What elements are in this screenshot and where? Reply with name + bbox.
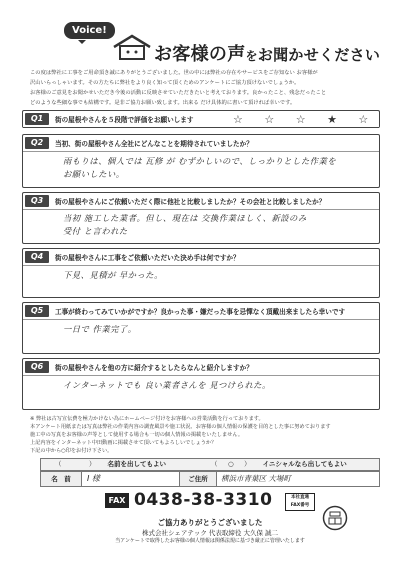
footnote-line: 上記内容をインターネット中田動画に掲載させて頂いてもよろしいでしょうか？ (30, 440, 217, 446)
question-number: Q1 (25, 113, 49, 125)
answer-line: 下見、見積が 早かった。 (63, 270, 163, 280)
fax-tag-line: FAX番号 (290, 503, 310, 508)
question-3 (22, 192, 380, 244)
answer-line: お願いしたい。 (63, 169, 125, 179)
consent-initial-label: イニシャルなら出してもよい (262, 460, 347, 468)
fax-number[interactable]: 0438-38-3310 (134, 490, 273, 510)
name-address-row (40, 471, 380, 487)
page-title (154, 40, 380, 66)
question-2 (22, 134, 380, 188)
question-4 (22, 248, 380, 298)
footnote (30, 415, 375, 455)
header (62, 10, 381, 65)
question-text: 当初、街の屋根やさん全社にどんなことを期待されていましたか？ (55, 140, 253, 148)
intro-line: お客様のご意見をお聞かせいただき今後の活動に反映させていただきたいと考えております。良かったこと、残念だったこと (30, 90, 327, 96)
fax-bar (105, 490, 315, 512)
intro-line: どのような些細な事でも結構です。是非ご協力お願い致します。出来る だけ具体的に書いて頂ければ幸いです。 (30, 100, 296, 106)
title-mid: を (245, 49, 258, 63)
consent-initial-paren: （ ○ ） (211, 460, 253, 468)
thanks-text: ご協力ありがとうございました (157, 518, 263, 527)
address-value: 横浜市青葉区 大場町 (221, 474, 291, 483)
house-icon (112, 34, 152, 60)
question-5 (22, 302, 380, 354)
answer-line: 受付 と言われた (63, 226, 128, 236)
answer-line: 当初 施工した業者。但し、現在は 交換作業ほしく、新設のみ (63, 213, 307, 223)
voice-badge: Voice! (64, 22, 115, 39)
fax-tag (285, 493, 315, 511)
star-rating[interactable]: ☆ ☆ ☆ ★ ☆ (233, 113, 378, 126)
fax-label: FAX (105, 493, 129, 508)
title-main: お客様の声 (154, 44, 246, 65)
privacy-note: 当アンケートで取得したお客様の個人情報は関係法規に基づき厳正に管理いたします (115, 538, 305, 544)
question-text: 街の屋根やさんを他の方に紹介するとしたらなんと紹介しますか？ (55, 364, 253, 372)
consent-name-label: 名前を出してもよい (107, 460, 166, 468)
answer-line: 雨もりは、個人では 瓦修 が むずかしいので、しっかりとした作業を (63, 156, 337, 166)
question-text: 工事が終わってみていかがですか？良かった事・嫌だった事を忌憚なく頂戴出来ましたら幸いです (55, 308, 346, 316)
footnote-line: 施工中の写真をお客様の声等として使用する場合も一切の個人情報の掲載をいたしません。 (30, 432, 244, 438)
answer-line: 一日で 作業完了。 (63, 324, 137, 334)
company-stamp-icon (322, 505, 348, 531)
footnote-line: 本アンケート用紙または写真は弊社の作業内容の調査風景や施工状況、お客様の個人情報の保護を目的とした事に努めております (30, 424, 331, 430)
footnote-line: 下記の中から○印をお付け下さい。 (30, 448, 113, 454)
intro-line: この度は弊社に工事をご用命頂き誠にありがとうございました。世の中には弊社の存在やサービスをご存知ない お客様が (30, 70, 318, 76)
name-label: 名 前 (41, 472, 82, 486)
intro-line: 沢山いらっしゃいます。その方たちに弊社をより良く知って頂くためのアンケートにご協力頂けないでしょうか。 (30, 80, 300, 86)
question-number: Q2 (25, 137, 49, 149)
consent-name-paren: （ ） (55, 460, 98, 468)
address-label: ご住所 (179, 472, 217, 486)
consent-row (40, 458, 380, 471)
consent-initial-option[interactable] (211, 459, 376, 470)
question-number: Q4 (25, 251, 49, 263)
fax-tag-line: 本社直通 (291, 495, 309, 500)
intro-text (30, 68, 375, 108)
question-number: Q6 (25, 361, 49, 373)
consent-name-option[interactable] (55, 459, 195, 470)
name-value: I 様 (87, 474, 100, 483)
question-number: Q5 (25, 305, 49, 317)
question-6 (22, 358, 380, 410)
company-name: 株式会社シェアテック 代表取締役 大久保 誠二 (141, 529, 279, 537)
question-text: 街の屋根やさんにご依頼いただく際に他社と比較しましたか？その会社と比較しましたか？ (55, 198, 326, 206)
answer-line: インターネットでも 良い業者さんを 見つけられた。 (63, 380, 271, 390)
question-number: Q3 (25, 195, 49, 207)
question-1 (22, 110, 380, 128)
company-info (95, 517, 325, 544)
question-text: 街の屋根やさんを５段階で評価をお願いします (55, 116, 194, 124)
title-end: お聞かせください (257, 46, 381, 64)
question-text: 街の屋根やさんに工事をご依頼いただいた決め手は何ですか？ (55, 254, 240, 262)
footnote-line: ※ 弊社は古写宣伝費を極力かけない為にホームページ付けをお客様への営業活動を行っております。 (30, 416, 264, 422)
